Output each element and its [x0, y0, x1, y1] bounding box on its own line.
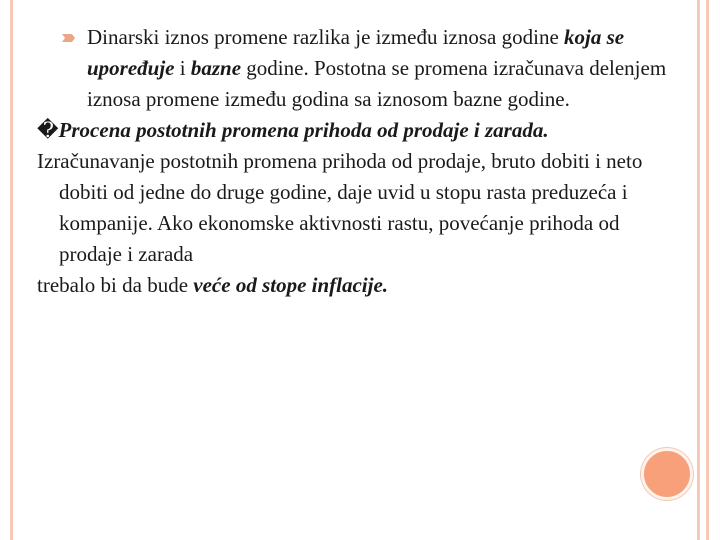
- frame-line-right-outer: [706, 0, 709, 540]
- bullet-paragraph: [62, 22, 687, 115]
- bookmark-arrow-icon: [62, 33, 76, 43]
- heading-marker: �: [37, 118, 59, 142]
- bullet-emphasis-compared: koja se upoređuje: [87, 25, 625, 80]
- slide-content: [37, 22, 687, 301]
- body-paragraph: [37, 146, 687, 270]
- decorative-circle: [641, 448, 693, 500]
- last-paragraph: [37, 270, 687, 301]
- bullet-text-1: Dinarski iznos promene razlika je između iznosa godine: [87, 25, 565, 49]
- heading-text: Procena postotnih promena prihoda od prodaje i zarada.: [58, 118, 549, 142]
- bullet-text-2: i: [174, 56, 191, 80]
- bullet-emphasis-base: bazne: [190, 56, 242, 80]
- last-text: trebalo bi da bude: [37, 273, 194, 297]
- frame-line-right-inner: [697, 0, 700, 540]
- frame-line-left: [10, 0, 13, 540]
- last-emphasis: veće od stope inflacije.: [193, 273, 389, 297]
- body-text: Izračunavanje postotnih promena prihoda od prodaje, bruto dobiti i neto dobiti od jedne do druge godine, daje uvid u stopu rasta preduzeća i kompanije. Ako ekonomske aktivnosti rastu, povećanje prihoda od prodaje i zarada: [37, 149, 643, 266]
- heading-paragraph: [37, 115, 687, 146]
- bullet-text-3: godine. Postotna se promena izračunava delenjem iznosa promene između godina sa iznosom bazne godine.: [87, 56, 667, 111]
